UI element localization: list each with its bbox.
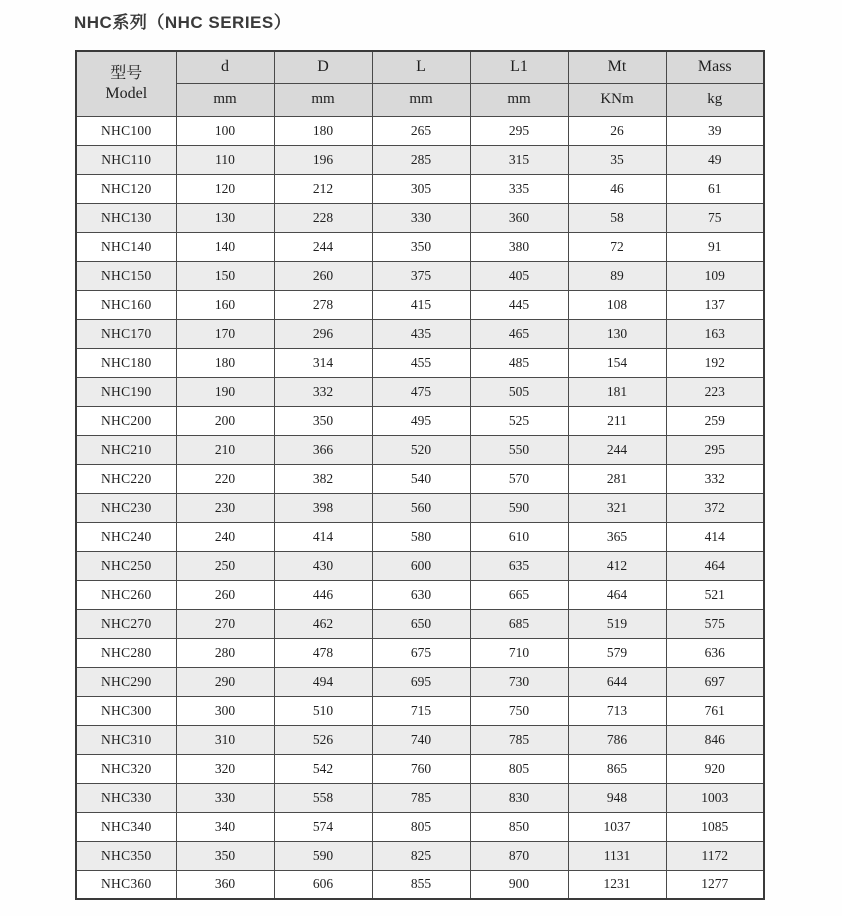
- table-row: [76, 174, 764, 203]
- value-cell: 315: [470, 145, 568, 174]
- value-cell: 630: [372, 580, 470, 609]
- value-cell: 526: [274, 725, 372, 754]
- value-cell: 314: [274, 348, 372, 377]
- table-row: [76, 870, 764, 899]
- value-cell: 786: [568, 725, 666, 754]
- model-cell: NHC250: [76, 551, 176, 580]
- value-cell: 464: [568, 580, 666, 609]
- value-cell: 72: [568, 232, 666, 261]
- value-cell: 464: [666, 551, 764, 580]
- model-cell: NHC270: [76, 609, 176, 638]
- model-header-zh: 型号: [110, 64, 143, 82]
- value-cell: 228: [274, 203, 372, 232]
- model-cell: NHC320: [76, 754, 176, 783]
- value-cell: 196: [274, 145, 372, 174]
- value-cell: 109: [666, 261, 764, 290]
- value-cell: 636: [666, 638, 764, 667]
- table-row: [76, 667, 764, 696]
- value-cell: 650: [372, 609, 470, 638]
- value-cell: 192: [666, 348, 764, 377]
- value-cell: 210: [176, 435, 274, 464]
- col-unit-D: mm: [274, 83, 372, 116]
- table-row: [76, 406, 764, 435]
- value-cell: 265: [372, 116, 470, 145]
- value-cell: 1131: [568, 841, 666, 870]
- value-cell: 350: [274, 406, 372, 435]
- model-cell: NHC100: [76, 116, 176, 145]
- value-cell: 870: [470, 841, 568, 870]
- value-cell: 415: [372, 290, 470, 319]
- value-cell: 644: [568, 667, 666, 696]
- nhc-series-table: [75, 50, 765, 900]
- value-cell: 760: [372, 754, 470, 783]
- value-cell: 320: [176, 754, 274, 783]
- model-cell: NHC210: [76, 435, 176, 464]
- value-cell: 220: [176, 464, 274, 493]
- model-cell: NHC260: [76, 580, 176, 609]
- value-cell: 160: [176, 290, 274, 319]
- value-cell: 330: [372, 203, 470, 232]
- table-row: [76, 638, 764, 667]
- value-cell: 250: [176, 551, 274, 580]
- value-cell: 521: [666, 580, 764, 609]
- table-row: [76, 609, 764, 638]
- value-cell: 542: [274, 754, 372, 783]
- value-cell: 846: [666, 725, 764, 754]
- model-cell: NHC340: [76, 812, 176, 841]
- table-row: [76, 464, 764, 493]
- value-cell: 610: [470, 522, 568, 551]
- value-cell: 713: [568, 696, 666, 725]
- value-cell: 520: [372, 435, 470, 464]
- value-cell: 296: [274, 319, 372, 348]
- model-cell: NHC230: [76, 493, 176, 522]
- model-cell: NHC350: [76, 841, 176, 870]
- value-cell: 761: [666, 696, 764, 725]
- value-cell: 1172: [666, 841, 764, 870]
- value-cell: 332: [274, 377, 372, 406]
- table-row: [76, 696, 764, 725]
- value-cell: 785: [372, 783, 470, 812]
- value-cell: 635: [470, 551, 568, 580]
- value-cell: 525: [470, 406, 568, 435]
- model-cell: NHC300: [76, 696, 176, 725]
- table-row: [76, 290, 764, 319]
- col-unit-Mt: KNm: [568, 83, 666, 116]
- value-cell: 730: [470, 667, 568, 696]
- value-cell: 697: [666, 667, 764, 696]
- table-row: [76, 493, 764, 522]
- value-cell: 259: [666, 406, 764, 435]
- value-cell: 495: [372, 406, 470, 435]
- value-cell: 540: [372, 464, 470, 493]
- value-cell: 560: [372, 493, 470, 522]
- value-cell: 465: [470, 319, 568, 348]
- col-header-L1: L1: [470, 51, 568, 83]
- value-cell: 750: [470, 696, 568, 725]
- value-cell: 281: [568, 464, 666, 493]
- model-cell: NHC220: [76, 464, 176, 493]
- table-row: [76, 522, 764, 551]
- value-cell: 91: [666, 232, 764, 261]
- col-header-Mt: Mt: [568, 51, 666, 83]
- value-cell: 130: [176, 203, 274, 232]
- model-cell: NHC200: [76, 406, 176, 435]
- page-title: NHC系列（NHC SERIES）: [74, 13, 292, 32]
- value-cell: 414: [274, 522, 372, 551]
- value-cell: 579: [568, 638, 666, 667]
- table-row: [76, 754, 764, 783]
- value-cell: 695: [372, 667, 470, 696]
- value-cell: 270: [176, 609, 274, 638]
- value-cell: 244: [274, 232, 372, 261]
- model-cell: NHC120: [76, 174, 176, 203]
- value-cell: 223: [666, 377, 764, 406]
- value-cell: 130: [568, 319, 666, 348]
- value-cell: 137: [666, 290, 764, 319]
- value-cell: 519: [568, 609, 666, 638]
- value-cell: 305: [372, 174, 470, 203]
- col-unit-d: mm: [176, 83, 274, 116]
- table-row: [76, 841, 764, 870]
- value-cell: 414: [666, 522, 764, 551]
- value-cell: 140: [176, 232, 274, 261]
- value-cell: 154: [568, 348, 666, 377]
- model-header-en: Model: [105, 84, 148, 102]
- value-cell: 600: [372, 551, 470, 580]
- col-unit-L: mm: [372, 83, 470, 116]
- value-cell: 181: [568, 377, 666, 406]
- value-cell: 335: [470, 174, 568, 203]
- value-cell: 230: [176, 493, 274, 522]
- model-cell: NHC150: [76, 261, 176, 290]
- value-cell: 1037: [568, 812, 666, 841]
- value-cell: 278: [274, 290, 372, 319]
- value-cell: 570: [470, 464, 568, 493]
- value-cell: 715: [372, 696, 470, 725]
- value-cell: 61: [666, 174, 764, 203]
- value-cell: 170: [176, 319, 274, 348]
- value-cell: 321: [568, 493, 666, 522]
- col-header-d: d: [176, 51, 274, 83]
- value-cell: 180: [176, 348, 274, 377]
- value-cell: 240: [176, 522, 274, 551]
- value-cell: 244: [568, 435, 666, 464]
- value-cell: 665: [470, 580, 568, 609]
- col-header-D: D: [274, 51, 372, 83]
- model-cell: NHC190: [76, 377, 176, 406]
- model-cell: NHC330: [76, 783, 176, 812]
- value-cell: 825: [372, 841, 470, 870]
- value-cell: 360: [176, 870, 274, 899]
- value-cell: 46: [568, 174, 666, 203]
- value-cell: 39: [666, 116, 764, 145]
- value-cell: 375: [372, 261, 470, 290]
- table-row: [76, 783, 764, 812]
- value-cell: 382: [274, 464, 372, 493]
- col-unit-Mass: kg: [666, 83, 764, 116]
- value-cell: 340: [176, 812, 274, 841]
- model-cell: NHC180: [76, 348, 176, 377]
- value-cell: 785: [470, 725, 568, 754]
- value-cell: 285: [372, 145, 470, 174]
- header-row-labels: [76, 51, 764, 83]
- value-cell: 805: [372, 812, 470, 841]
- value-cell: 740: [372, 725, 470, 754]
- model-header: [76, 51, 176, 116]
- value-cell: 412: [568, 551, 666, 580]
- table-row: [76, 319, 764, 348]
- value-cell: 180: [274, 116, 372, 145]
- value-cell: 865: [568, 754, 666, 783]
- value-cell: 1277: [666, 870, 764, 899]
- model-cell: NHC140: [76, 232, 176, 261]
- value-cell: 830: [470, 783, 568, 812]
- value-cell: 805: [470, 754, 568, 783]
- value-cell: 75: [666, 203, 764, 232]
- value-cell: 190: [176, 377, 274, 406]
- value-cell: 380: [470, 232, 568, 261]
- value-cell: 110: [176, 145, 274, 174]
- model-cell: NHC280: [76, 638, 176, 667]
- model-cell: NHC240: [76, 522, 176, 551]
- value-cell: 89: [568, 261, 666, 290]
- table-row: [76, 203, 764, 232]
- value-cell: 150: [176, 261, 274, 290]
- value-cell: 260: [176, 580, 274, 609]
- model-cell: NHC170: [76, 319, 176, 348]
- table-row: [76, 116, 764, 145]
- col-header-L: L: [372, 51, 470, 83]
- value-cell: 1231: [568, 870, 666, 899]
- value-cell: 26: [568, 116, 666, 145]
- value-cell: 360: [470, 203, 568, 232]
- value-cell: 462: [274, 609, 372, 638]
- table-row: [76, 145, 764, 174]
- value-cell: 1085: [666, 812, 764, 841]
- value-cell: 675: [372, 638, 470, 667]
- value-cell: 108: [568, 290, 666, 319]
- value-cell: 290: [176, 667, 274, 696]
- value-cell: 330: [176, 783, 274, 812]
- value-cell: 900: [470, 870, 568, 899]
- model-cell: NHC160: [76, 290, 176, 319]
- value-cell: 260: [274, 261, 372, 290]
- value-cell: 575: [666, 609, 764, 638]
- model-cell: NHC310: [76, 725, 176, 754]
- table-row: [76, 725, 764, 754]
- value-cell: 478: [274, 638, 372, 667]
- value-cell: 574: [274, 812, 372, 841]
- value-cell: 280: [176, 638, 274, 667]
- value-cell: 435: [372, 319, 470, 348]
- value-cell: 163: [666, 319, 764, 348]
- model-cell: NHC130: [76, 203, 176, 232]
- value-cell: 494: [274, 667, 372, 696]
- value-cell: 120: [176, 174, 274, 203]
- col-unit-L1: mm: [470, 83, 568, 116]
- value-cell: 505: [470, 377, 568, 406]
- value-cell: 445: [470, 290, 568, 319]
- value-cell: 300: [176, 696, 274, 725]
- value-cell: 606: [274, 870, 372, 899]
- header-row-units: [76, 83, 764, 116]
- value-cell: 558: [274, 783, 372, 812]
- value-cell: 590: [470, 493, 568, 522]
- value-cell: 295: [666, 435, 764, 464]
- value-cell: 590: [274, 841, 372, 870]
- value-cell: 365: [568, 522, 666, 551]
- value-cell: 366: [274, 435, 372, 464]
- col-header-Mass: Mass: [666, 51, 764, 83]
- value-cell: 100: [176, 116, 274, 145]
- table-row: [76, 232, 764, 261]
- value-cell: 855: [372, 870, 470, 899]
- value-cell: 485: [470, 348, 568, 377]
- value-cell: 446: [274, 580, 372, 609]
- value-cell: 948: [568, 783, 666, 812]
- value-cell: 475: [372, 377, 470, 406]
- table-header: [76, 51, 764, 116]
- value-cell: 685: [470, 609, 568, 638]
- value-cell: 372: [666, 493, 764, 522]
- table-row: [76, 551, 764, 580]
- table-row: [76, 348, 764, 377]
- value-cell: 398: [274, 493, 372, 522]
- table-row: [76, 377, 764, 406]
- value-cell: 211: [568, 406, 666, 435]
- table-body: [76, 116, 764, 899]
- table-row: [76, 580, 764, 609]
- value-cell: 850: [470, 812, 568, 841]
- model-cell: NHC360: [76, 870, 176, 899]
- table-row: [76, 261, 764, 290]
- value-cell: 200: [176, 406, 274, 435]
- model-cell: NHC110: [76, 145, 176, 174]
- value-cell: 550: [470, 435, 568, 464]
- value-cell: 310: [176, 725, 274, 754]
- value-cell: 212: [274, 174, 372, 203]
- value-cell: 295: [470, 116, 568, 145]
- value-cell: 58: [568, 203, 666, 232]
- value-cell: 430: [274, 551, 372, 580]
- value-cell: 35: [568, 145, 666, 174]
- table-row: [76, 812, 764, 841]
- table-row: [76, 435, 764, 464]
- value-cell: 1003: [666, 783, 764, 812]
- value-cell: 580: [372, 522, 470, 551]
- value-cell: 405: [470, 261, 568, 290]
- value-cell: 710: [470, 638, 568, 667]
- value-cell: 455: [372, 348, 470, 377]
- value-cell: 510: [274, 696, 372, 725]
- model-cell: NHC290: [76, 667, 176, 696]
- value-cell: 332: [666, 464, 764, 493]
- value-cell: 350: [176, 841, 274, 870]
- value-cell: 49: [666, 145, 764, 174]
- value-cell: 920: [666, 754, 764, 783]
- value-cell: 350: [372, 232, 470, 261]
